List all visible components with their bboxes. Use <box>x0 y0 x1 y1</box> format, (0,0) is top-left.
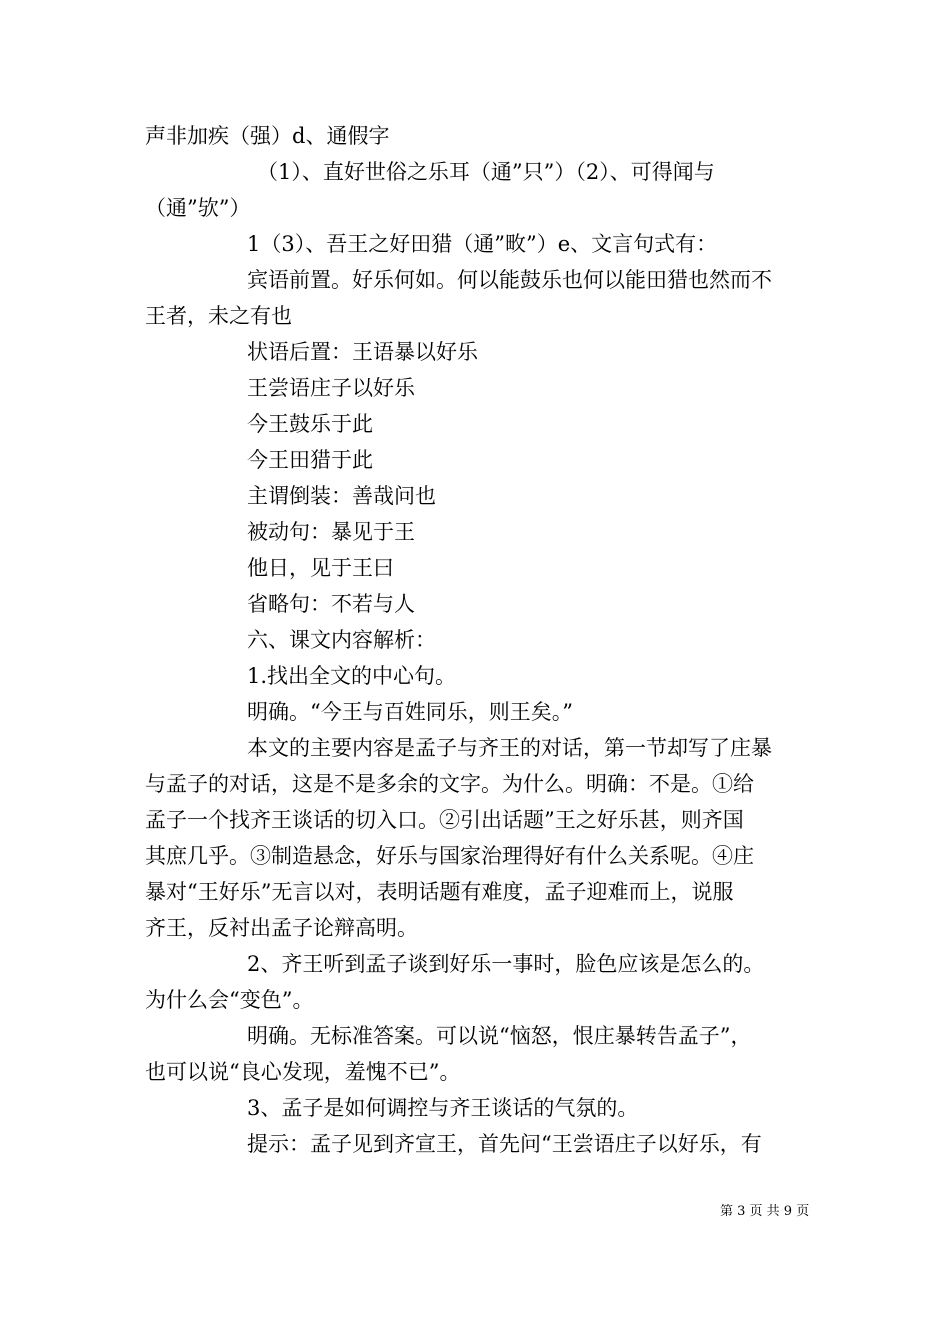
section-heading: 六、课文内容解析： <box>247 628 436 652</box>
text-line: （通”欤”） <box>145 196 251 220</box>
text-line: 明确。“今王与百姓同乐，则王矣。” <box>247 700 573 724</box>
text-line: 状语后置：王语暴以好乐 <box>247 340 478 364</box>
text-line: 3、孟子是如何调控与齐王谈话的气氛的。 <box>247 1096 639 1120</box>
text-line: 被动句：暴见于王 <box>247 520 415 544</box>
text-line: 今王田猎于此 <box>247 448 373 472</box>
text-line: 2、齐王听到孟子谈到好乐一事时，脸色应该是怎么的。 <box>247 952 765 976</box>
text-line: 明确。无标准答案。可以说“恼怒，恨庄暴转告孟子”， <box>247 1024 752 1048</box>
page-number: 第 3 页 共 9 页 <box>720 1204 810 1219</box>
text-line: 王者，未之有也 <box>145 304 292 328</box>
text-line: 提示：孟子见到齐宣王，首先问“王尝语庄子以好乐，有 <box>247 1132 762 1156</box>
text-line: 他日，见于王曰 <box>247 556 394 580</box>
text-line: 也可以说“良心发现，羞愧不已”。 <box>145 1060 461 1084</box>
text-line: （1）、直好世俗之乐耳（通”只”）（2）、可得闻与 <box>257 160 715 184</box>
text-line: 其庶几乎。③制造悬念，好乐与国家治理得好有什么关系呢。④庄 <box>145 844 754 868</box>
text-line: 1（3）、吾王之好田猎（通”畋”）e、文言句式有： <box>247 232 718 256</box>
text-line: 本文的主要内容是孟子与齐王的对话，第一节却写了庄暴 <box>247 736 772 760</box>
text-line: 今王鼓乐于此 <box>247 412 373 436</box>
text-line: 与孟子的对话，这是不是多余的文字。为什么。明确：不是。①给 <box>145 772 754 796</box>
text-line: 暴对“王好乐”无言以对，表明话题有难度，孟子迎难而上，说服 <box>145 880 734 904</box>
text-line: 主谓倒装：善哉问也 <box>247 484 436 508</box>
text-line: 孟子一个找齐王谈话的切入口。②引出话题”王之好乐甚，则齐国 <box>145 808 744 832</box>
text-line: 王尝语庄子以好乐 <box>247 376 415 400</box>
text-line: 为什么会“变色”。 <box>145 988 314 1012</box>
body-text <box>145 118 810 1162</box>
text-line: 1.找出全文的中心句。 <box>247 664 457 688</box>
text-line: 声非加疾（强）d、通假字 <box>145 124 390 148</box>
text-line: 齐王，反衬出孟子论辩高明。 <box>145 916 418 940</box>
text-line: 宾语前置。好乐何如。何以能鼓乐也何以能田猎也然而不 <box>247 268 772 292</box>
text-line: 省略句：不若与人 <box>247 592 415 616</box>
